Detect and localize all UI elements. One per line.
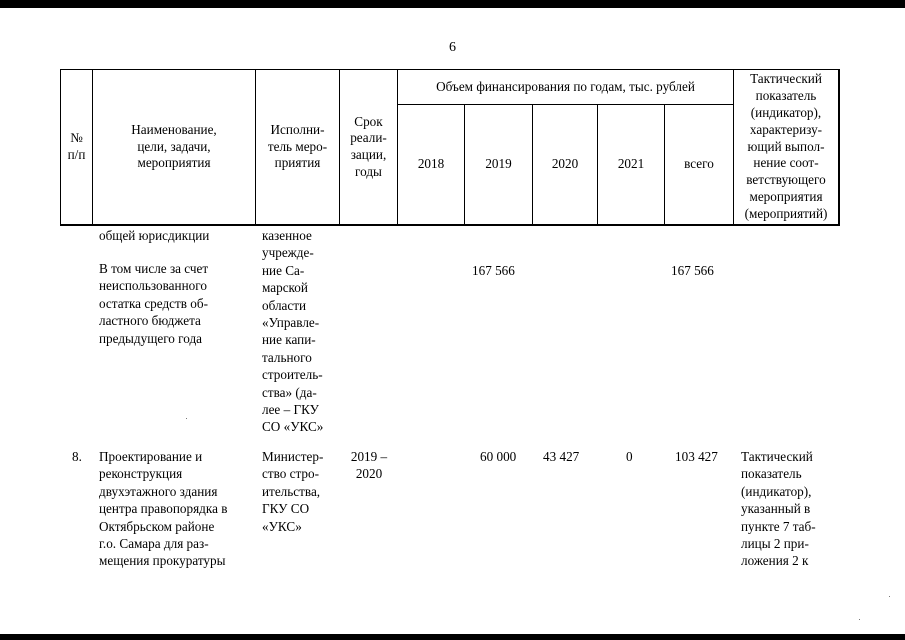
row8-value-2019: 60 000 [480,449,517,464]
header-total: всего [684,156,714,172]
header-funding-group: Объем финансирования по годам, тыс. рублей [436,78,695,94]
row8-executor: Министер- ство стро- ительства, ГКУ СО «УКС» [262,449,324,534]
row8-name: Проектирование и реконструкция двухэтажного здания центра правопорядка в Октябрьском районе г.о. Самара для раз- мещения прокуратуры [99,449,228,569]
row8-value-total: 103 427 [675,449,718,464]
continued-name-sub: В том числе за счет неиспользованного остатка средств об- ластного бюджета предыдущего года [99,261,209,346]
row8-value-2020: 43 427 [543,449,580,464]
scan-speck [859,619,860,620]
scan-speck [186,418,187,419]
header-term: Срок реали- зации, годы [350,113,387,179]
row8-term: 2019 – 2020 [350,449,388,482]
page-number: 6 [449,40,456,55]
row8-indicator: Тактический показатель (индикатор), указанный в пункте 7 таб- лицы 2 при- ложения 2 к [741,449,816,569]
continued-name-line: общей юрисдикции [99,228,210,243]
scan-bottom-edge [0,634,905,640]
scan-speck [889,596,890,597]
continued-executor: казенное учрежде- ние Са- марской области «Управле- ние капи- тального строитель- ства» (да- лее – ГКУ СО «УКС» [262,228,324,435]
row8-number: 8. [72,449,82,464]
header-year-2019: 2019 [485,156,512,172]
header-executor: Исполни- тель меро- приятия [267,122,328,171]
row8-value-2021: 0 [626,449,633,464]
continued-value-total: 167 566 [671,263,714,278]
header-year-2020: 2020 [551,156,579,172]
header-indicator: Тактический показатель (индикатор), характеризу- ющий выпол- нение соот- ветствующего мероприятия (мероприятий) [744,71,828,221]
continued-value-2019: 167 566 [472,263,515,278]
header-num: № п/п [67,130,86,162]
header-name: Наименование, цели, задачи, мероприятия [131,122,217,171]
header-year-2018: 2018 [417,156,445,172]
scan-top-edge [0,0,905,8]
header-year-2021: 2021 [617,156,645,172]
